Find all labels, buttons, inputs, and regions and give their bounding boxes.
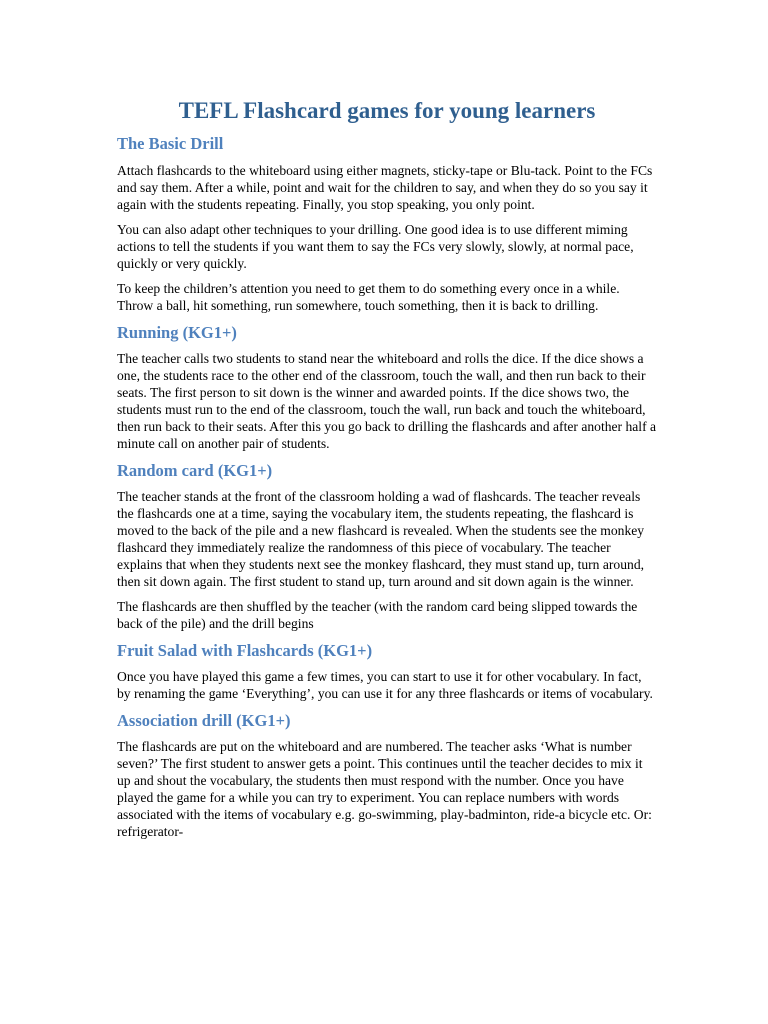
section-running <box>117 323 657 452</box>
paragraph: The flashcards are then shuffled by the teacher (with the random card being slipped towards the back of the pile) and the drill begins <box>117 599 638 631</box>
section-basic-drill <box>117 134 657 314</box>
paragraph: You can also adapt other techniques to your drilling. One good idea is to use different miming actions to tell the students if you want them to say the FCs very slowly, slowly, at normal pace, quickly or very quickly. <box>117 222 634 271</box>
section-association-drill <box>117 711 657 840</box>
paragraph: Attach flashcards to the whiteboard using either magnets, sticky-tape or Blu-tack. Point to the FCs and say them. After a while, point and wait for the children to say, and when they do so you say it again with the students repeating. Finally, you stop speaking, you only point. <box>117 163 653 212</box>
paragraph: The teacher stands at the front of the classroom holding a wad of flashcards. The teacher reveals the flashcards one at a time, saying the vocabulary item, the students repeating, the flashcard is moved to the back of the pile and a new flashcard is revealed. When the students see the monkey flashcard they immediately realize the randomness of this piece of vocabulary. The teacher explains that when they students next see the monkey flashcard, they must stand up, turn around, then sit down again. The first student to stand up, turn around and sit down again is the winner. <box>117 489 645 589</box>
paragraph: To keep the children’s attention you need to get them to do something every once in a while. Throw a ball, hit something, run somewhere, touch something, then it is back to drilling. <box>117 281 620 313</box>
paragraph: The flashcards are put on the whiteboard and are numbered. The teacher asks ‘What is number seven?’ The first student to answer gets a point. This continues until the teacher decides to mix it up and shout the vocabulary, the students then must respond with the number. Once you have played the game for a while you can try to experiment. You can replace numbers with words associated with the items of vocabulary e.g. go-swimming, play-badminton, ride-a bicycle etc. Or: refrigerator- <box>117 739 652 839</box>
section-heading: Association drill (KG1+) <box>117 711 291 730</box>
document-title: TEFL Flashcard games for young learners <box>178 98 596 123</box>
section-heading: The Basic Drill <box>117 134 224 153</box>
section-heading: Fruit Salad with Flashcards (KG1+) <box>117 641 373 660</box>
section-heading: Random card (KG1+) <box>117 461 273 480</box>
paragraph: Once you have played this game a few times, you can start to use it for other vocabulary. In fact, by renaming the game ‘Everything’, you can use it for any three flashcards or items of vocabulary. <box>117 669 653 701</box>
document-page <box>117 0 657 1024</box>
section-fruit-salad <box>117 641 657 702</box>
section-heading: Running (KG1+) <box>117 323 237 342</box>
section-random-card <box>117 461 657 632</box>
paragraph: The teacher calls two students to stand near the whiteboard and rolls the dice. If the dice shows a one, the students race to the other end of the classroom, touch the wall, and then run back to their seats. The first person to sit down is the winner and awarded points. If the dice shows two, the students must run to the end of the classroom, touch the wall, run back and touch the whiteboard, then run back to their seats. After this you go back to drilling the flashcards and after another half a minute call on another pair of students. <box>117 351 657 451</box>
